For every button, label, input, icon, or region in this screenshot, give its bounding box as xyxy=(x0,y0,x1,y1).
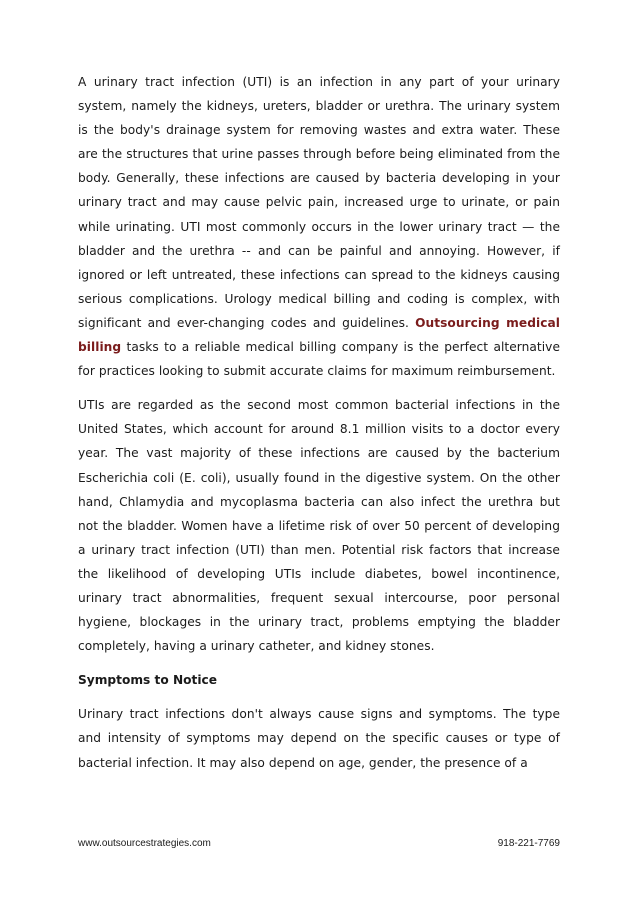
page-footer xyxy=(78,838,560,849)
outsourcing-medical-billing-link[interactable]: Outsourcing medical billing xyxy=(78,315,560,355)
section-heading-symptoms: Symptoms to Notice xyxy=(78,673,218,688)
document-body xyxy=(78,70,560,785)
paragraph-uti-intro xyxy=(78,70,560,383)
paragraph-uti-statistics: UTIs are regarded as the second most common bacterial infections in the United States, which account for around 8.1 million visits to a doctor every year. The vast majority of these infections are caused by the bacterium Escherichia coli (E. coli), usually found in the digestive system. On the other hand, Chlamydia and mycoplasma bacteria can also infect the urethra but not the bladder. Women have a lifetime risk of over 50 percent of developing a urinary tract infection (UTI) than men. Potential risk factors that increase the likelihood of developing UTIs include diabetes, bowel incontinence, urinary tract abnormalities, frequent sexual intercourse, poor personal hygiene, blockages in the urinary tract, problems emptying the bladder completely, having a urinary catheter, and kidney stones. xyxy=(78,398,560,654)
footer-phone: 918-221-7769 xyxy=(497,838,560,849)
paragraph-symptoms: Urinary tract infections don't always cause signs and symptoms. The type and intensity of symptoms may depend on the specific causes or type of bacterial infection. It may also depend on age, gender, the presence of a xyxy=(78,707,560,770)
paragraph-text: A urinary tract infection (UTI) is an infection in any part of your urinary system, namely the kidneys, ureters, bladder or urethra. The urinary system is the body's drainage system for removing wastes and extra water. These are the structures that urine passes through before being eliminated from the body. Generally, these infections are caused by bacteria developing in your urinary tract and may cause pelvic pain, increased urge to urinate, or pain while urinating. UTI most commonly occurs in the lower urinary tract — the bladder and the urethra -- and can be painful and annoying. However, if ignored or left untreated, these infections can spread to the kidneys causing serious complications. Urology medical billing and coding is complex, with significant and ever-changing codes and guidelines. xyxy=(78,75,560,330)
footer-website: www.outsourcestrategies.com xyxy=(78,838,211,849)
paragraph-text: tasks to a reliable medical billing company is the perfect alternative for practices looking to submit accurate claims for maximum reimbursement. xyxy=(78,340,560,379)
